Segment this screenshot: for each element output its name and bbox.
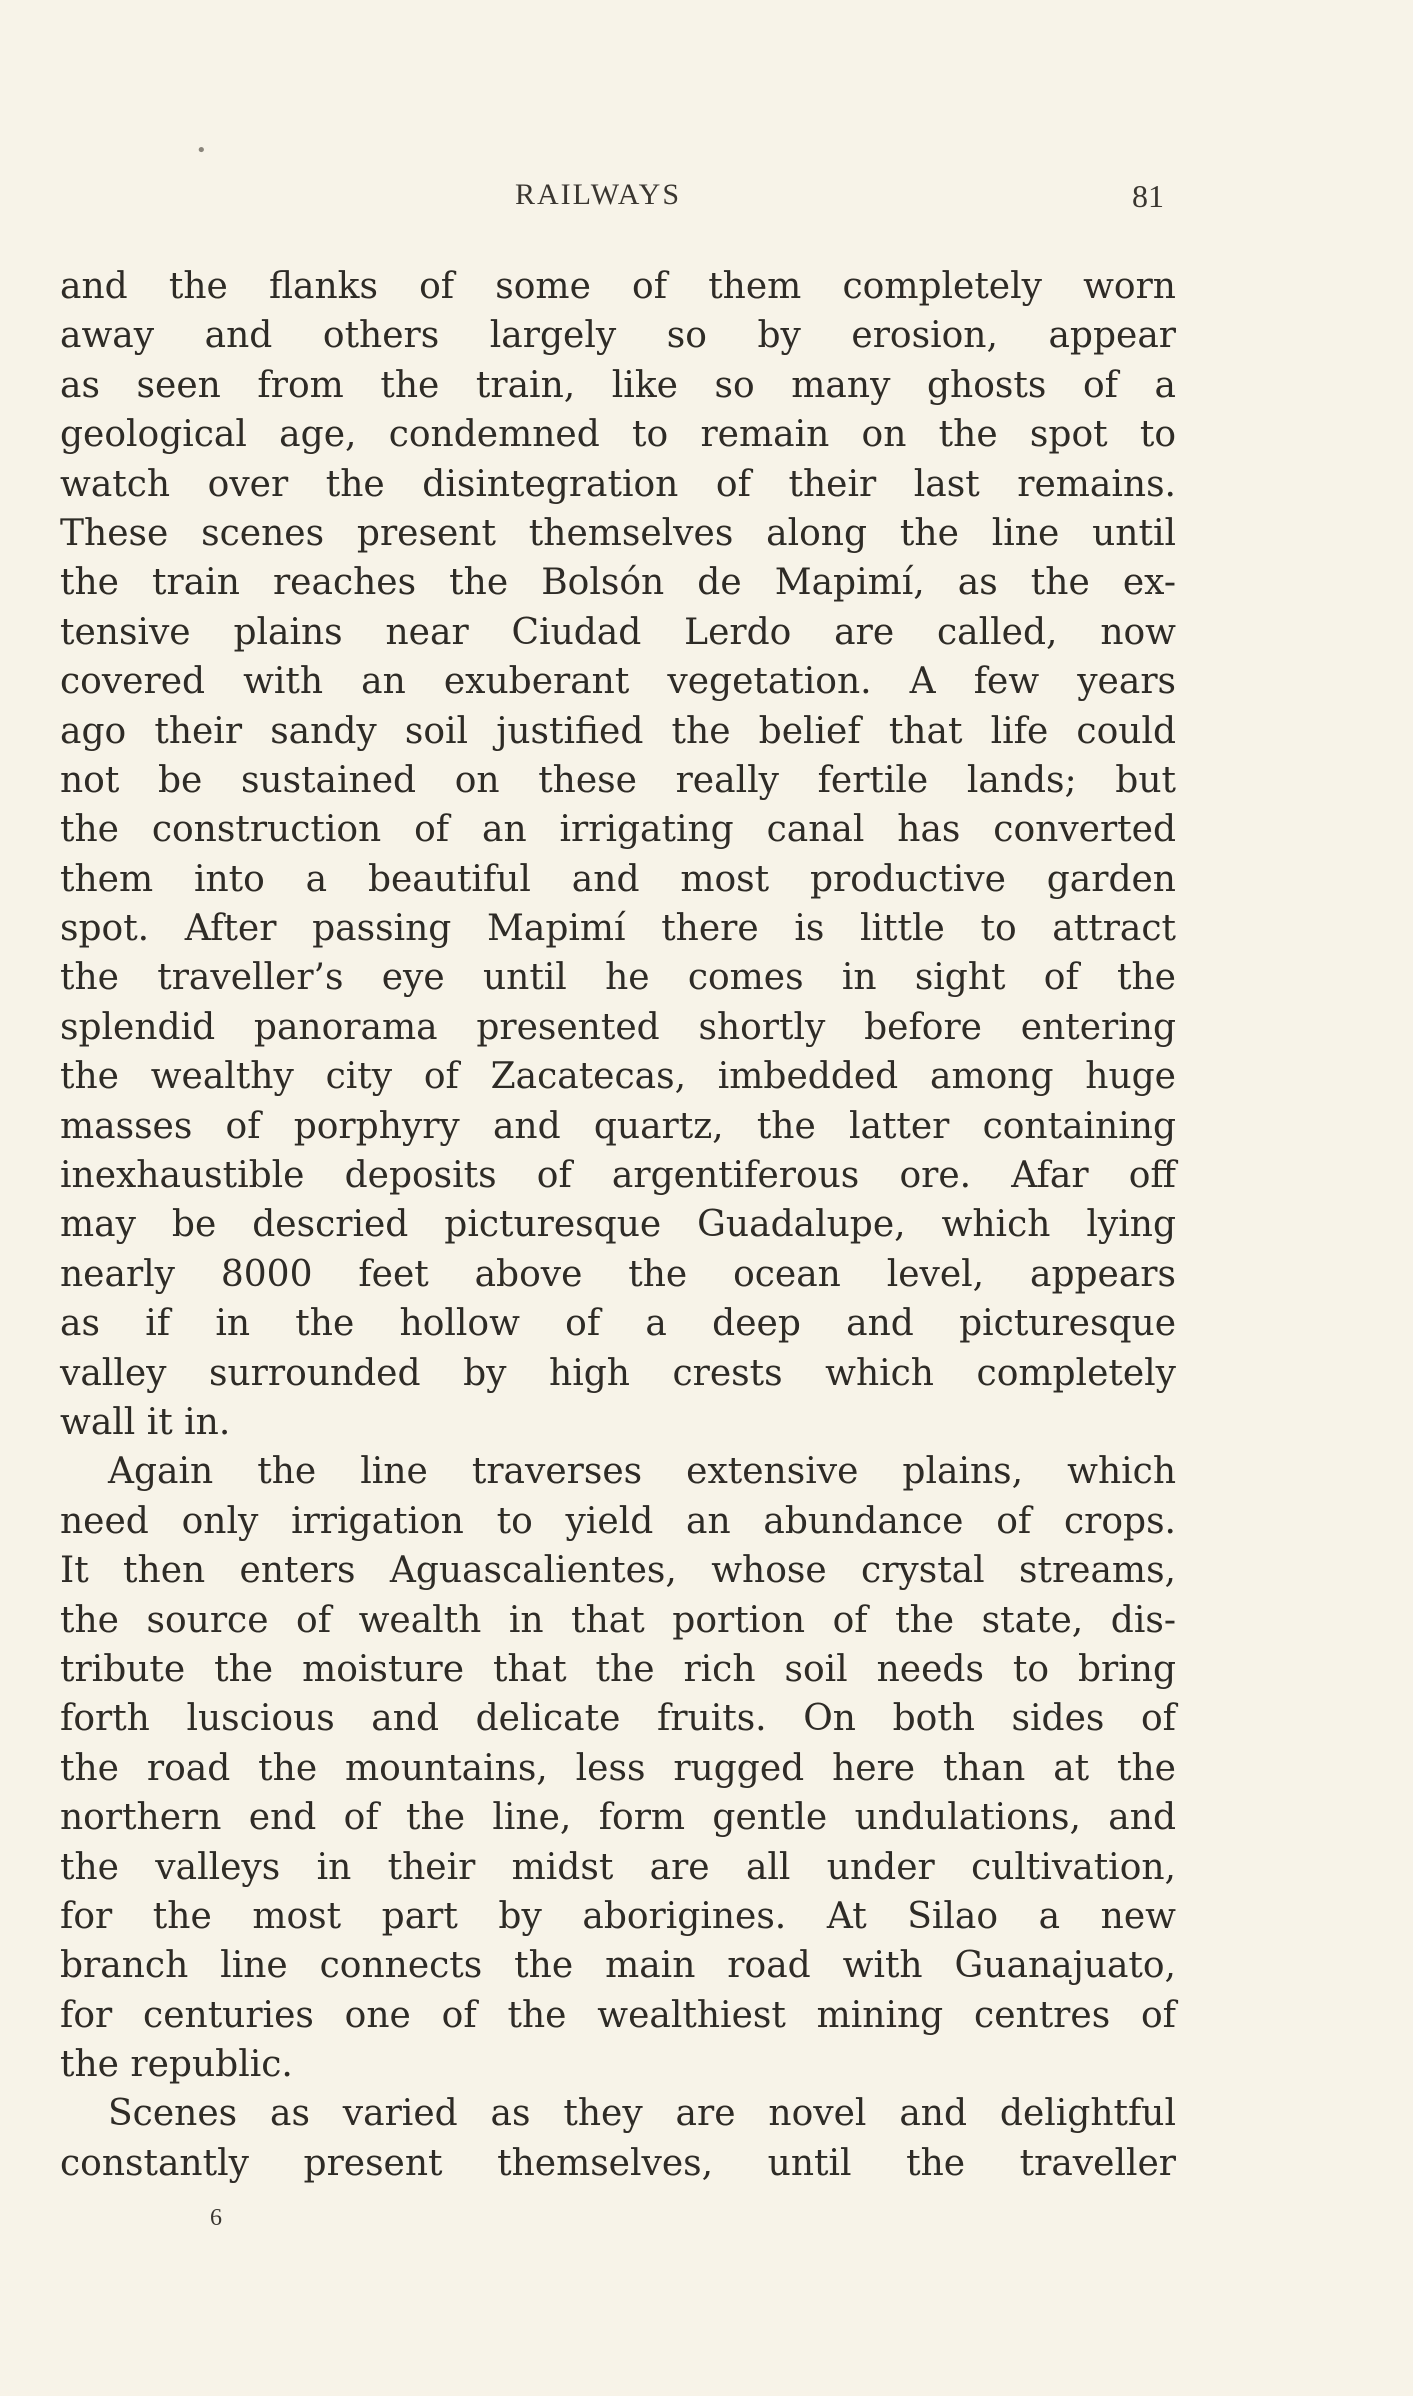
- text-line: Again the line traverses extensive plains, which: [108, 1451, 1176, 1493]
- text-line: spot. After passing Mapimí there is little to attract: [60, 908, 1176, 950]
- text-line: and the flanks of some of them completely worn: [60, 266, 1176, 307]
- text-line: branch line connects the main road with Guanajuato,: [60, 1945, 1176, 1987]
- body-text: [60, 262, 1176, 2188]
- text-line: northern end of the line, form gentle undulations, and: [60, 1797, 1176, 1839]
- text-line: geological age, condemned to remain on the spot to: [60, 414, 1176, 456]
- signature-mark: 6: [210, 2205, 222, 2231]
- text-line: constantly present themselves, until the traveller: [60, 2142, 1176, 2184]
- text-line: the valleys in their midst are all under cultivation,: [60, 1846, 1176, 1888]
- text-line: as seen from the train, like so many ghosts of a: [60, 364, 1176, 406]
- text-line: the traveller’s eye until he comes in sight of the: [60, 957, 1176, 999]
- text-line: It then enters Aguascalientes, whose crystal streams,: [60, 1550, 1176, 1592]
- text-line: These scenes present themselves along the line until: [60, 512, 1176, 554]
- text-line: wall it in.: [60, 1401, 231, 1443]
- text-line: the train reaches the Bolsón de Mapimí, as the ex-: [60, 562, 1176, 604]
- text-line: tensive plains near Ciudad Lerdo are called, now: [60, 611, 1176, 653]
- paragraph-1: [60, 262, 1176, 1447]
- paragraph-2: [60, 1447, 1176, 2089]
- text-line: the road the mountains, less rugged here than at the: [60, 1747, 1176, 1789]
- text-line: away and others largely so by erosion, appear: [60, 315, 1176, 357]
- text-line: them into a beautiful and most productive garden: [60, 858, 1176, 900]
- running-title: RAILWAYS: [515, 178, 682, 211]
- text-line: for centuries one of the wealthiest mining centres of: [60, 1994, 1176, 2036]
- text-line: the republic.: [60, 2044, 293, 2086]
- text-line: valley surrounded by high crests which completely: [60, 1352, 1176, 1394]
- text-line: the wealthy city of Zacatecas, imbedded among huge: [60, 1056, 1176, 1098]
- paragraph-3: [60, 2089, 1176, 2188]
- text-line: may be descried picturesque Guadalupe, which lying: [60, 1204, 1176, 1246]
- text-line: tribute the moisture that the rich soil needs to bring: [60, 1648, 1176, 1690]
- text-line: Scenes as varied as they are novel and delightful: [108, 2093, 1176, 2135]
- text-line: not be sustained on these really fertile lands; but: [60, 759, 1176, 801]
- running-head: [0, 178, 1413, 218]
- text-line: ago their sandy soil justified the belief that life could: [60, 710, 1176, 752]
- text-line: nearly 8000 feet above the ocean level, appears: [60, 1253, 1176, 1295]
- text-line: the construction of an irrigating canal has converted: [60, 809, 1176, 851]
- text-line: for the most part by aborigines. At Silao a new: [60, 1895, 1176, 1937]
- text-line: splendid panorama presented shortly before entering: [60, 1006, 1176, 1048]
- text-line: masses of porphyry and quartz, the latter containing: [60, 1105, 1176, 1147]
- text-line: covered with an exuberant vegetation. A few years: [60, 661, 1176, 703]
- text-line: as if in the hollow of a deep and picturesque: [60, 1303, 1176, 1345]
- text-line: watch over the disintegration of their last remains.: [60, 463, 1176, 505]
- text-line: inexhaustible deposits of argentiferous ore. Afar off: [60, 1155, 1176, 1197]
- text-line: the source of wealth in that portion of the state, dis-: [60, 1599, 1176, 1641]
- page-number: 81: [1132, 178, 1164, 214]
- text-line: forth luscious and delicate fruits. On both sides of: [60, 1698, 1176, 1740]
- stray-ink-mark: •: [196, 140, 207, 161]
- text-line: need only irrigation to yield an abundance of crops.: [60, 1500, 1176, 1542]
